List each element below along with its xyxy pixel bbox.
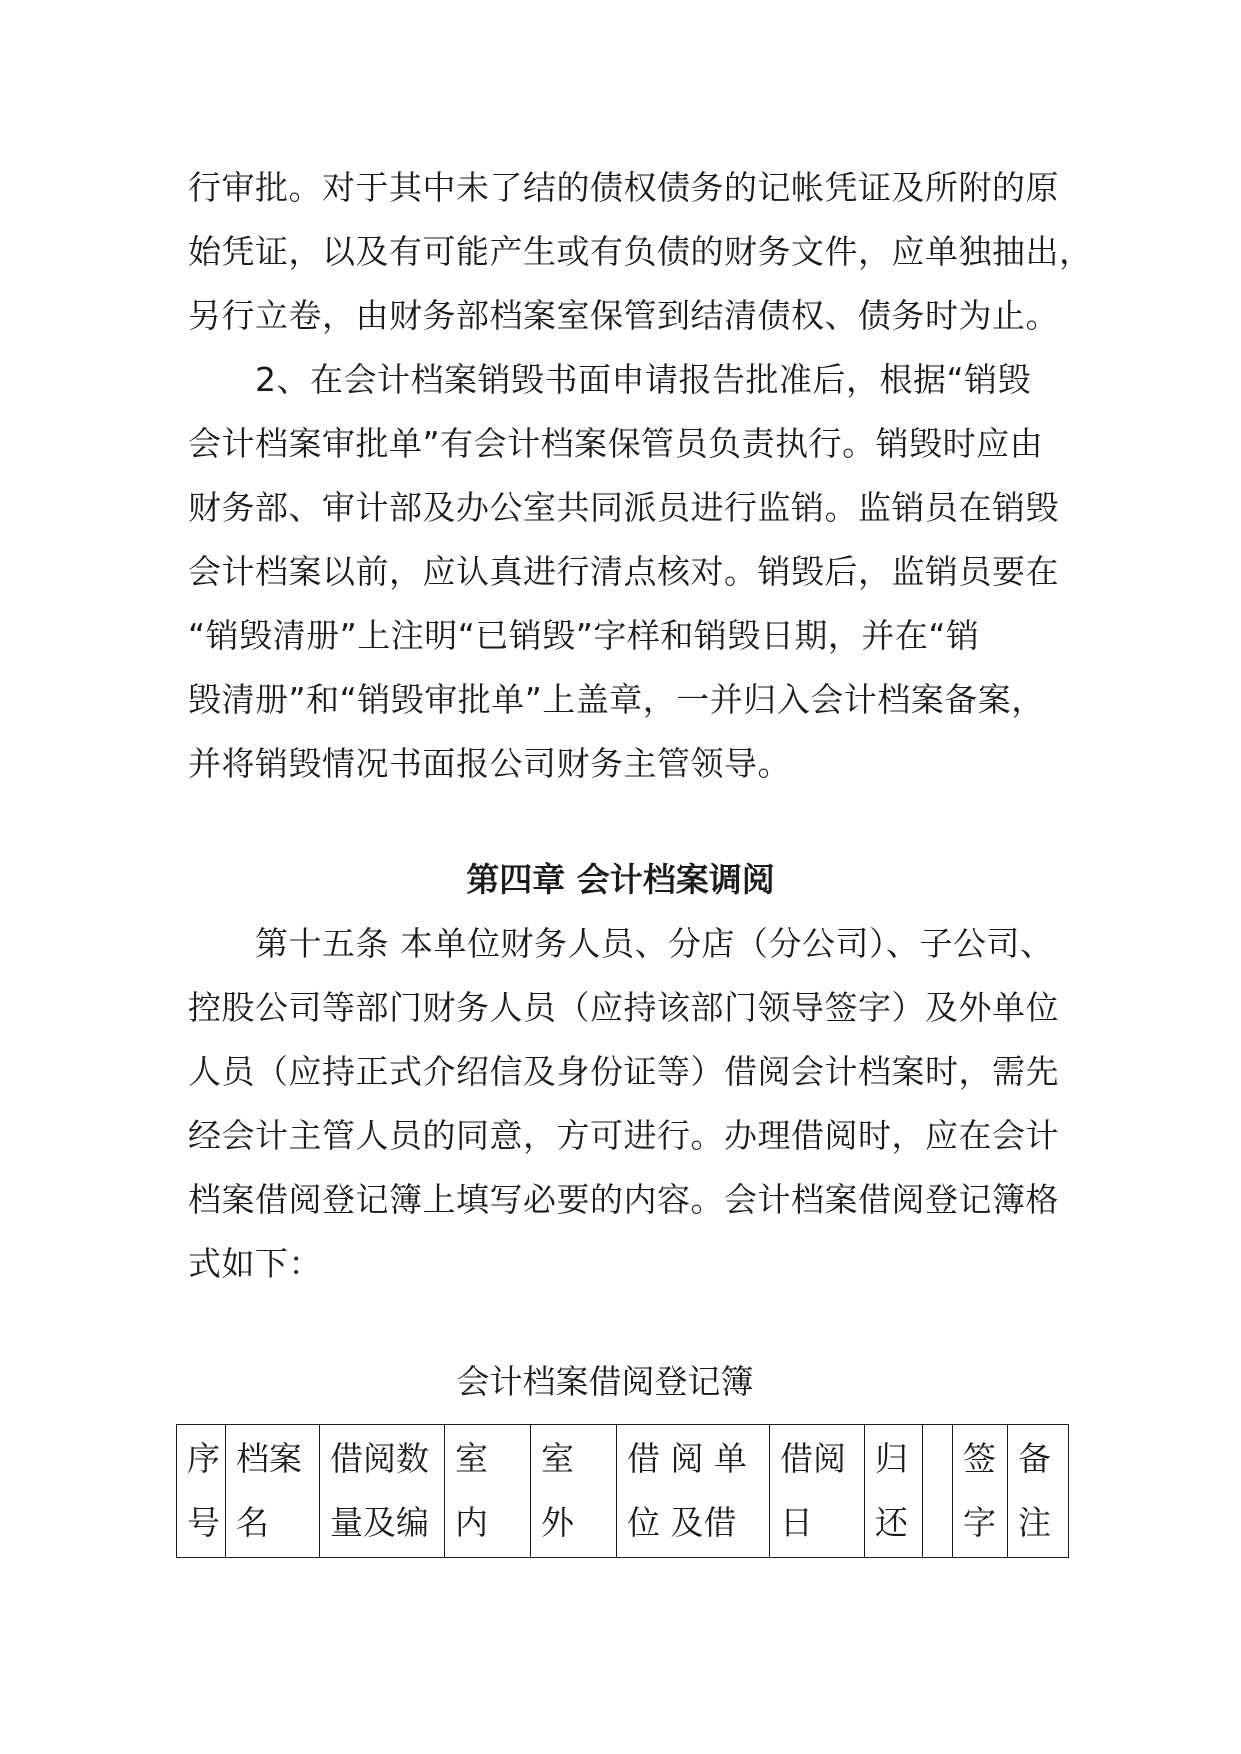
text-line: 2、在会计档案销毁书面申请报告批准后，根据“销毁 [188, 360, 1032, 399]
text-line: 控股公司等部门财务人员（应持该部门领导签字）及外单位 [188, 988, 1059, 1027]
table-header-row [177, 1425, 1069, 1558]
col-remarks: 备 注 [1008, 1425, 1069, 1558]
col-signature: 签 字 [953, 1425, 1008, 1558]
text-line: 会计档案以前，应认真进行清点核对。销毁后，监销员要在 [188, 552, 1059, 591]
text-line: 始凭证，以及有可能产生或有负债的财务文件，应单独抽出， [188, 232, 1093, 271]
text-line: 式如下： [188, 1244, 322, 1283]
col-archive-name: 档案 名 [226, 1425, 320, 1558]
text-line: “销毁清册”上注明“已销毁”字样和销毁日期，并在“销 [188, 616, 980, 655]
chapter-heading: 第四章 会计档案调阅 [466, 860, 775, 899]
table-caption: 会计档案借阅登记簿 [456, 1362, 754, 1401]
text-line: 人员（应持正式介绍信及身份证等）借阅会计档案时，需先 [188, 1052, 1059, 1091]
col-outdoor: 室 外 [531, 1425, 617, 1558]
col-return: 归 还 [865, 1425, 923, 1558]
col-borrow-quantity: 借阅数 量及编 [320, 1425, 445, 1558]
text-line: 财务部、审计部及办公室共同派员进行监销。监销员在销毁 [188, 488, 1059, 527]
text-line: 会计档案审批单”有会计档案保管员负责执行。销毁时应由 [188, 424, 1044, 463]
col-borrow-unit: 借 阅 单 位 及借 [617, 1425, 770, 1558]
col-borrow-date: 借阅 日 [770, 1425, 865, 1558]
text-line: 另行立卷，由财务部档案室保管到结清债权、债务时为止。 [188, 296, 1059, 335]
borrowing-register-table [176, 1424, 1069, 1558]
text-line: 毁清册”和“销毁审批单”上盖章，一并归入会计档案备案， [188, 680, 1045, 719]
text-line: 档案借阅登记簿上填写必要的内容。会计档案借阅登记簿格 [188, 1180, 1059, 1219]
col-indoor: 室 内 [445, 1425, 531, 1558]
text-line: 经会计主管人员的同意，方可进行。办理借阅时，应在会计 [188, 1116, 1059, 1155]
col-blank [923, 1425, 953, 1558]
text-line: 并将销毁情况书面报公司财务主管领导。 [188, 744, 791, 783]
text-line: 行审批。对于其中未了结的债权债务的记帐凭证及所附的原 [188, 168, 1059, 207]
col-index: 序 号 [177, 1425, 226, 1558]
text-line: 第十五条 本单位财务人员、分店（分公司）、子公司、 [188, 924, 1054, 963]
